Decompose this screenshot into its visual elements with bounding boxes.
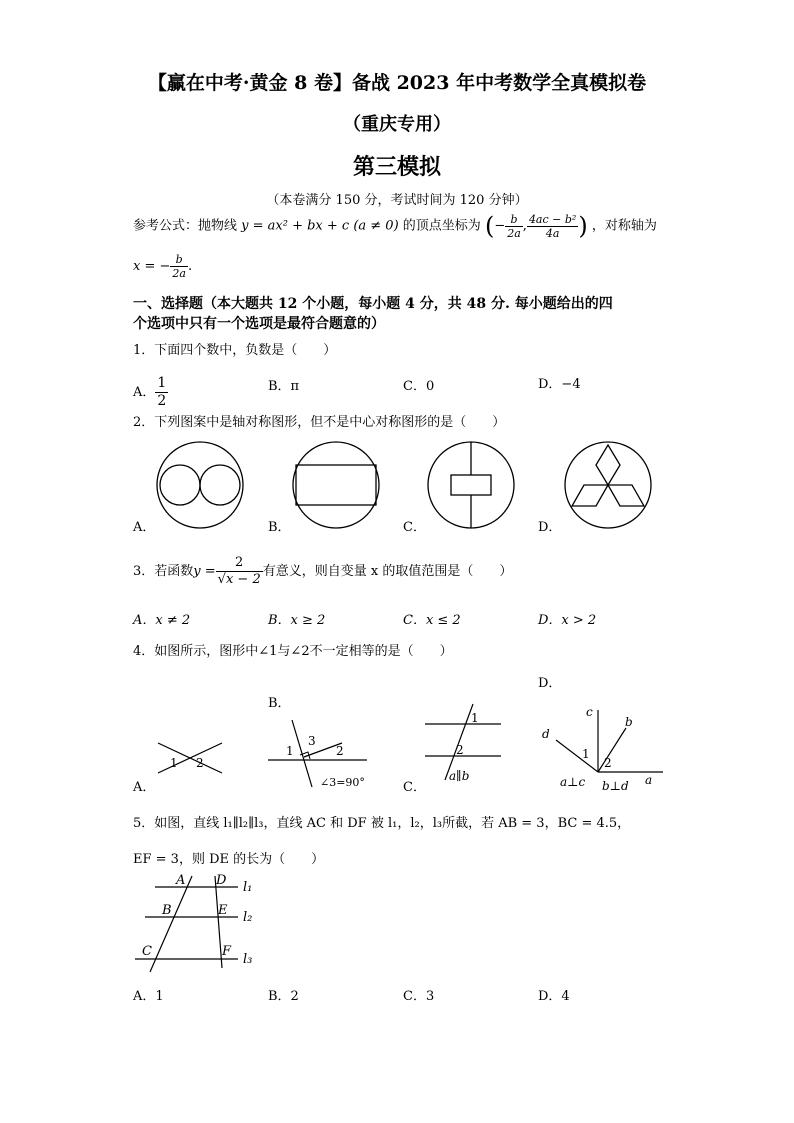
formula-prefix: 参考公式：抛物线 <box>133 218 238 234</box>
q5-label-l1: l₁ <box>243 880 253 895</box>
q5-label-b: B <box>162 903 172 918</box>
q1-option-a[interactable]: A． $\frac{1}{2}$ <box>133 375 167 409</box>
question-5-stem-line2: EF = 3，则 DE 的长为（ ） <box>133 852 325 867</box>
question-3-stem: 3．若函数y = $\frac{2}{√x - 2}$ 有意义，则自变量 x 的取值范围是（ ） <box>133 555 513 587</box>
axis-text: ，对称轴为 <box>591 218 657 234</box>
q5-label-f: F <box>222 944 232 959</box>
question-4-stem: 4．如图所示，图形中∠1与∠2不一定相等的是（ ） <box>133 644 453 659</box>
q4b-label-3: 3 <box>308 734 316 748</box>
q3-option-d[interactable]: D．x > 2 <box>538 613 597 628</box>
q4d-label-a: a <box>645 773 653 787</box>
q5-label-l2: l₂ <box>243 910 253 925</box>
section-heading-line1: 一、选择题（本大题共 12 个小题，每小题 4 分，共 48 分. 每小题给出的四 <box>133 296 613 312</box>
q4d-note-1: a⊥c <box>560 775 586 789</box>
q5-label-c: C <box>142 944 152 959</box>
parabola-equation: y = ax² + bx + c (a ≠ 0) <box>241 218 399 234</box>
q2-figure-d-three-diamonds <box>563 440 653 530</box>
q4-figure-a-vertical-angles <box>150 735 230 780</box>
vertex-text: 的顶点坐标为 <box>402 218 481 234</box>
q4d-label-c: c <box>586 705 593 719</box>
q4c-note: a∥b <box>449 769 470 783</box>
q1-option-b[interactable]: B．π <box>268 379 300 394</box>
q4-figure-b-right-angle <box>262 715 372 790</box>
q5-option-d[interactable]: D．4 <box>538 989 570 1004</box>
q5-figure-transversals <box>130 870 270 975</box>
q2-figure-c-circle-box-line <box>426 440 516 530</box>
q1-fraction: $\frac{1}{2}$ <box>157 375 167 409</box>
q2-figure-a-two-circles <box>155 440 245 530</box>
q4c-label-1: 1 <box>471 711 479 725</box>
q4-option-b[interactable]: B． <box>268 696 291 711</box>
q2-option-c[interactable]: C． <box>403 520 426 535</box>
q5-option-b[interactable]: B．2 <box>268 989 299 1004</box>
q3-function-fraction: $\frac{2}{√x - 2}$ <box>217 555 261 587</box>
q4b-label-1: 1 <box>286 744 294 758</box>
q2-option-a[interactable]: A． <box>133 520 156 535</box>
q5-label-e: E <box>218 903 228 918</box>
q3-option-a[interactable]: A．x ≠ 2 <box>133 613 191 628</box>
q4d-label-b: b <box>625 715 633 729</box>
vertex-y-fraction: $\frac{\text{4ac − b²}}{4a}$ <box>528 212 577 240</box>
q1-option-c[interactable]: C．0 <box>403 379 435 394</box>
section-heading-line2: 个选项中只有一个选项是最符合题意的） <box>133 316 385 332</box>
q3-option-c[interactable]: C．x ≤ 2 <box>403 613 461 628</box>
q4-figure-d-perpendicular-lines <box>538 700 668 795</box>
q2-option-d[interactable]: D． <box>538 520 562 535</box>
q1-option-d[interactable]: D．−4 <box>538 377 581 392</box>
vertex-x-fraction: $\frac{b}{2a}$ <box>507 212 521 240</box>
q5-label-l3: l₃ <box>243 952 253 967</box>
q2-option-b[interactable]: B． <box>268 520 291 535</box>
exam-info: （本卷满分 150 分，考试时间为 120 分钟） <box>266 193 528 208</box>
question-1-stem: 1．下面四个数中，负数是（ ） <box>133 343 337 358</box>
q4-figure-c-parallel-lines <box>423 700 503 785</box>
reference-formula: 参考公式：抛物线 y = ax² + bx + c (a ≠ 0) 的顶点坐标为 (− $\frac{b}{2a}$ , $\frac{\text{4ac − b²}}{4a}$ ) ，对称轴为 <box>133 212 657 240</box>
q4d-label-1: 1 <box>582 747 590 761</box>
q5-label-d: D <box>216 873 227 888</box>
q4-option-c[interactable]: C． <box>403 780 426 795</box>
question-2-stem: 2．下列图案中是轴对称图形，但不是中心对称图形的是（ ） <box>133 415 506 430</box>
paper-subtitle: （重庆专用） <box>343 114 451 135</box>
q4d-note-2: b⊥d <box>602 779 629 793</box>
q5-option-c[interactable]: C．3 <box>403 989 435 1004</box>
q4d-label-d: d <box>542 727 550 741</box>
q5-label-a: A <box>176 873 186 888</box>
q3-option-b[interactable]: B．x ≥ 2 <box>268 613 326 628</box>
mock-title: 第三模拟 <box>352 154 441 180</box>
q4b-note: ∠3=90° <box>320 776 365 789</box>
q4a-label-1: 1 <box>170 756 178 770</box>
q5-option-a[interactable]: A．1 <box>133 989 164 1004</box>
paper-title: 【赢在中考·黄金 8 卷】备战 2023 年中考数学全真模拟卷 <box>147 72 647 94</box>
axis-formula: x = − $\frac{b}{2a}$ . <box>133 253 193 280</box>
q4b-label-2: 2 <box>336 744 344 758</box>
q4c-label-2: 2 <box>456 743 464 757</box>
q4-option-a[interactable]: A． <box>133 780 156 795</box>
q4-option-d[interactable]: D． <box>538 676 562 691</box>
question-5-stem-line1: 5．如图，直线 l₁∥l₂∥l₃，直线 AC 和 DF 被 l₁，l₂，l₃所截，若 AB = 3，BC = 4.5， <box>133 816 631 831</box>
q4a-label-2: 2 <box>196 756 204 770</box>
q2-figure-b-circle-rectangle <box>291 440 381 530</box>
q4d-label-2: 2 <box>604 756 612 770</box>
